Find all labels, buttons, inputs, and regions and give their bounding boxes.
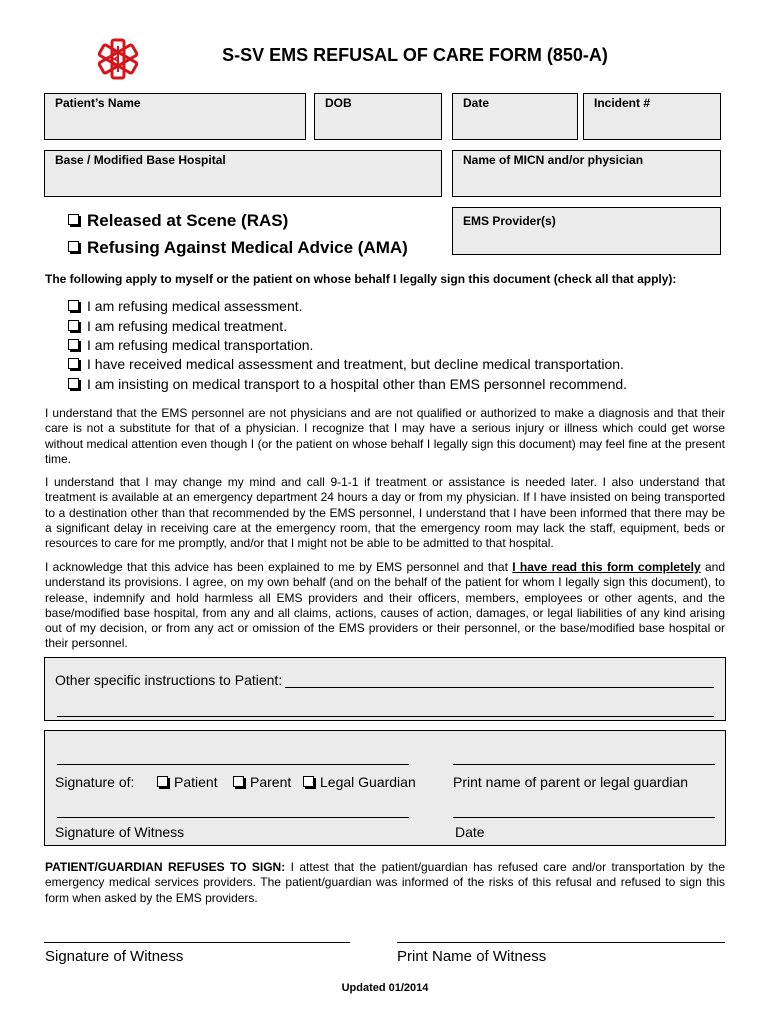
checkbox-icon[interactable]	[303, 776, 314, 787]
date-label: Date	[455, 824, 485, 840]
ems-provider-label: EMS Provider(s)	[463, 214, 556, 228]
instructions-line-1	[285, 687, 714, 688]
parent-option[interactable]: Parent	[233, 774, 291, 790]
print-name-label: Print name of parent or legal guardian	[453, 774, 689, 790]
disclaimer-paragraph-3: I acknowledge that this advice has been explained to me by EMS personnel and that I have read this form completely and understand its provisions. I agree, on my own behalf (and on the behalf of the patient for whom I legally sign this document), to release, indemnify and hold harmless all EMS providers and their officers, members, employees or other agents, and the base/modified base hospital, from any and all claims, actions, causes of action, damages, or legal liabilities of any kind arising out of my decision, or from any act or omission of the EMS providers or their personnel, or the base/modified base hospital or their personnel.	[45, 560, 725, 651]
instructions-line-2	[57, 716, 714, 717]
micn-field[interactable]	[452, 150, 721, 197]
instruction-heading: The following apply to myself or the patient on whose behalf I legally sign this document (check all that apply):	[45, 272, 677, 286]
checkbox-icon[interactable]	[157, 776, 168, 787]
ems-provider-field[interactable]	[452, 207, 721, 255]
dob-label: DOB	[325, 96, 352, 110]
checklist-item[interactable]: I have received medical assessment and treatment, but decline medical transportation.	[68, 356, 624, 372]
print-witness-label: Print Name of Witness	[397, 948, 547, 965]
checklist-item[interactable]: I am refusing medical assessment.	[68, 298, 303, 314]
date-line[interactable]	[453, 817, 715, 818]
bottom-witness-label: Signature of Witness	[45, 948, 184, 965]
disclaimer-paragraph-1: I understand that the EMS personnel are not physicians and are not qualified or authorized to make a diagnosis and that their care is not a substitute for that of a physician. I recognize that I may have a serious injury or illness which could get worse without medical attention even though I (or the patient on whose behalf I legally sign this document) may feel fine at the present time.	[45, 406, 725, 466]
other-instructions-box[interactable]	[44, 657, 726, 721]
ama-option[interactable]	[68, 238, 408, 258]
bottom-witness-signature-line[interactable]	[44, 942, 350, 943]
updated-footer: Updated 01/2014	[341, 982, 429, 994]
checkbox-icon[interactable]	[233, 776, 244, 787]
guardian-option[interactable]: Legal Guardian	[303, 774, 416, 790]
form-title: S-SV EMS REFUSAL OF CARE FORM (850-A)	[222, 45, 608, 65]
checkbox-icon[interactable]	[68, 378, 79, 389]
star-of-life-logo	[96, 36, 140, 82]
checkbox-icon[interactable]	[68, 241, 79, 252]
checkbox-icon[interactable]	[68, 339, 79, 350]
signature-box[interactable]	[44, 730, 726, 846]
incident-label: Incident #	[594, 96, 651, 110]
patient-option[interactable]: Patient	[157, 774, 218, 790]
patient-name-field[interactable]	[44, 93, 306, 140]
bottom-print-witness-line[interactable]	[397, 942, 725, 943]
star-of-life-icon	[96, 36, 140, 82]
checkbox-icon[interactable]	[68, 214, 79, 225]
patient-signature-line[interactable]	[57, 764, 409, 765]
print-name-line[interactable]	[453, 764, 715, 765]
checklist-item[interactable]: I am refusing medical transportation.	[68, 337, 313, 353]
read-form-emphasis: I have read this form completely	[512, 560, 701, 574]
witness-label: Signature of Witness	[55, 824, 185, 840]
date-field[interactable]	[452, 93, 578, 140]
dob-field[interactable]	[314, 93, 442, 140]
checkbox-icon[interactable]	[68, 300, 79, 311]
patient-name-label: Patient’s Name	[55, 96, 141, 110]
micn-label: Name of MICN and/or physician	[463, 153, 644, 167]
checkbox-icon[interactable]	[68, 320, 79, 331]
signature-of-label: Signature of:	[55, 774, 135, 790]
base-hospital-field[interactable]	[44, 150, 442, 197]
disclaimer-paragraph-2: I understand that I may change my mind and call 9-1-1 if treatment or assistance is needed later. I also understand that treatment is available at an emergency department 24 hours a day or from my physician. If I have insisted on being transported to a destination other than that recommended by the EMS personnel, I understand that I have been informed that there may be a significant delay in receiving care at the emergency room, that the emergency room may lack the staff, equipment, beds or resources to care for me promptly, and/or that I might not be able to be admitted to that hospital.	[45, 475, 725, 551]
witness-signature-line[interactable]	[57, 817, 409, 818]
refusal-heading: PATIENT/GUARDIAN REFUSES TO SIGN:	[45, 860, 286, 874]
base-hospital-label: Base / Modified Base Hospital	[55, 153, 226, 167]
ras-label: Released at Scene (RAS)	[87, 211, 289, 230]
refusal-paragraph: PATIENT/GUARDIAN REFUSES TO SIGN: I attest that the patient/guardian has refused care and/or transportation by the emergency medical services providers. The patient/guardian was informed of the risks of this refusal and refused to sign this form when asked by the EMS providers.	[45, 860, 726, 905]
incident-field[interactable]	[583, 93, 721, 140]
date-label: Date	[463, 96, 490, 110]
checklist-item[interactable]: I am refusing medical treatment.	[68, 318, 287, 334]
checklist-item[interactable]: I am insisting on medical transport to a hospital other than EMS personnel recommend.	[68, 376, 627, 392]
ras-option[interactable]	[68, 211, 288, 231]
other-instructions-label: Other specific instructions to Patient:	[55, 672, 283, 688]
ama-label: Refusing Against Medical Advice (AMA)	[87, 238, 408, 257]
checkbox-icon[interactable]	[68, 358, 79, 369]
